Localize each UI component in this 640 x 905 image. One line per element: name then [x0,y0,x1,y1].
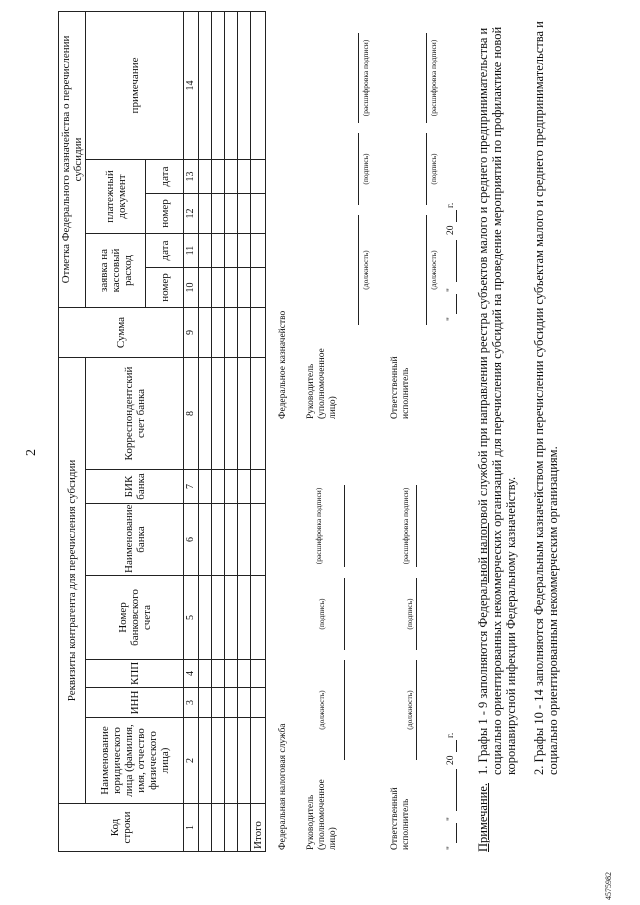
header-number-1: номер [146,268,184,308]
header-treasury-group: Отметка Федерального казначейства о перечислении субсидии [59,11,86,307]
right-month-line [456,240,457,282]
header-date-2: дата [146,160,184,194]
total-label: Итого [251,804,266,852]
note-item-2: 2. Графы 10 - 14 заполняются Федеральным казначейством при перечислении субсидии субъектам малого и среднего предпринимательства и социально ориентированным некоммерческим организациям. [532,21,560,775]
col-num-12: 12 [184,194,199,234]
right-year-prefix: 20 [446,225,456,235]
col-num-2: 2 [184,718,199,804]
left-exec-decode-caption: (расшифровка подписи) [401,487,410,565]
header-corr-account: Корреспондентский счет банка [86,358,184,470]
left-year-prefix: 20 [446,755,456,765]
left-executor-label: Ответственный исполнитель [390,787,411,850]
right-head-decode-caption: (расшифровка подписи) [361,39,370,117]
col-num-1: 1 [184,804,199,852]
header-sum: Сумма [59,308,184,358]
right-head-signature-line [358,133,359,205]
left-head-decode-caption: (расшифровка подписи) [314,487,323,565]
column-number-row [184,11,199,851]
right-head-decode-line [358,33,359,123]
header-name: Наименование юридического лица (фамилия, имя, отчество физического лица) [86,718,184,804]
left-year-line [456,740,457,752]
col-num-10: 10 [184,268,199,308]
left-head-signature-caption: (подпись) [317,598,326,630]
right-year-line [456,210,457,222]
col-num-5: 5 [184,576,199,660]
right-year-suffix: г. [446,202,456,208]
header-cash-request: заявка на кассовый расход [86,234,146,308]
header-number-2: номер [146,194,184,234]
left-exec-signature-line [416,578,417,650]
note-item-1: 1. Графы 1 - 9 заполняются Федеральной налоговой службой при направлении реестра субъектов малого и среднего предпринимательства и социально ориентированных некоммерческих организаций для перечисления субсидий на проведение мероприятий по профилактике новой коронавирусной инфекции Федеральному казначейству. [476,26,518,775]
left-exec-signature-caption: (подпись) [405,598,414,630]
document-id: 4575982 [604,872,613,900]
right-executor-label: Ответственный исполнитель [390,356,411,419]
header-requisites-group: Реквизиты контрагента для перечисления субсидии [59,358,86,804]
right-day-line [456,294,457,314]
right-exec-signature-line [426,133,427,205]
right-exec-position-line [426,215,427,325]
header-bik: БИК банка [86,470,184,504]
col-num-13: 13 [184,160,199,194]
left-day-line [456,823,457,843]
table-row [238,11,251,851]
right-head-position-line [358,215,359,325]
right-exec-signature-caption: (подпись) [429,153,438,185]
col-num-8: 8 [184,358,199,470]
right-exec-decode-line [426,33,427,123]
left-quote-close: " [446,817,456,821]
right-head-label: Руководитель (уполномоченное лицо) [306,348,338,419]
col-num-9: 9 [184,308,199,358]
subsidy-registry-table [58,11,266,852]
col-num-14: 14 [184,11,199,159]
header-bank-name: Наименование банка [86,504,184,576]
header-date-1: дата [146,234,184,268]
left-year-suffix: г. [446,732,456,738]
col-num-3: 3 [184,688,199,718]
right-exec-position-caption: (должность) [429,250,438,290]
note-title: Примечание. [476,782,490,852]
col-num-7: 7 [184,470,199,504]
left-month-line [456,769,457,811]
table-row [199,11,212,851]
col-num-11: 11 [184,234,199,268]
header-account: Номер банковского счета [86,576,184,660]
left-exec-position-line [416,660,417,760]
left-head-signature-line [344,578,345,650]
table-row [225,11,238,851]
header-code: Код строки [59,804,184,852]
right-quote-open: " [446,317,456,321]
left-exec-position-caption: (должность) [405,690,414,730]
right-org-name: Федеральное казначейство [278,310,288,419]
left-quote-open: " [446,846,456,850]
header-inn: ИНН [86,688,184,718]
header-note: примечание [86,11,184,159]
left-exec-decode-line [416,485,417,567]
header-payment-doc: платежный документ [86,160,146,234]
right-head-position-caption: (должность) [361,250,370,290]
col-num-4: 4 [184,660,199,688]
col-num-6: 6 [184,504,199,576]
right-exec-decode-caption: (расшифровка подписи) [429,39,438,117]
page-number: 2 [24,449,39,456]
table-row [212,11,225,851]
total-row [251,11,266,851]
left-org-name: Федеральная налоговая служба [278,723,288,850]
left-head-position-caption: (должность) [317,690,326,730]
header-kpp: КПП [86,660,184,688]
left-head-position-line [344,660,345,760]
right-head-signature-caption: (подпись) [361,153,370,185]
left-head-decode-line [344,485,345,567]
right-quote-close: " [446,288,456,292]
left-head-label: Руководитель (уполномоченное лицо) [306,779,338,850]
